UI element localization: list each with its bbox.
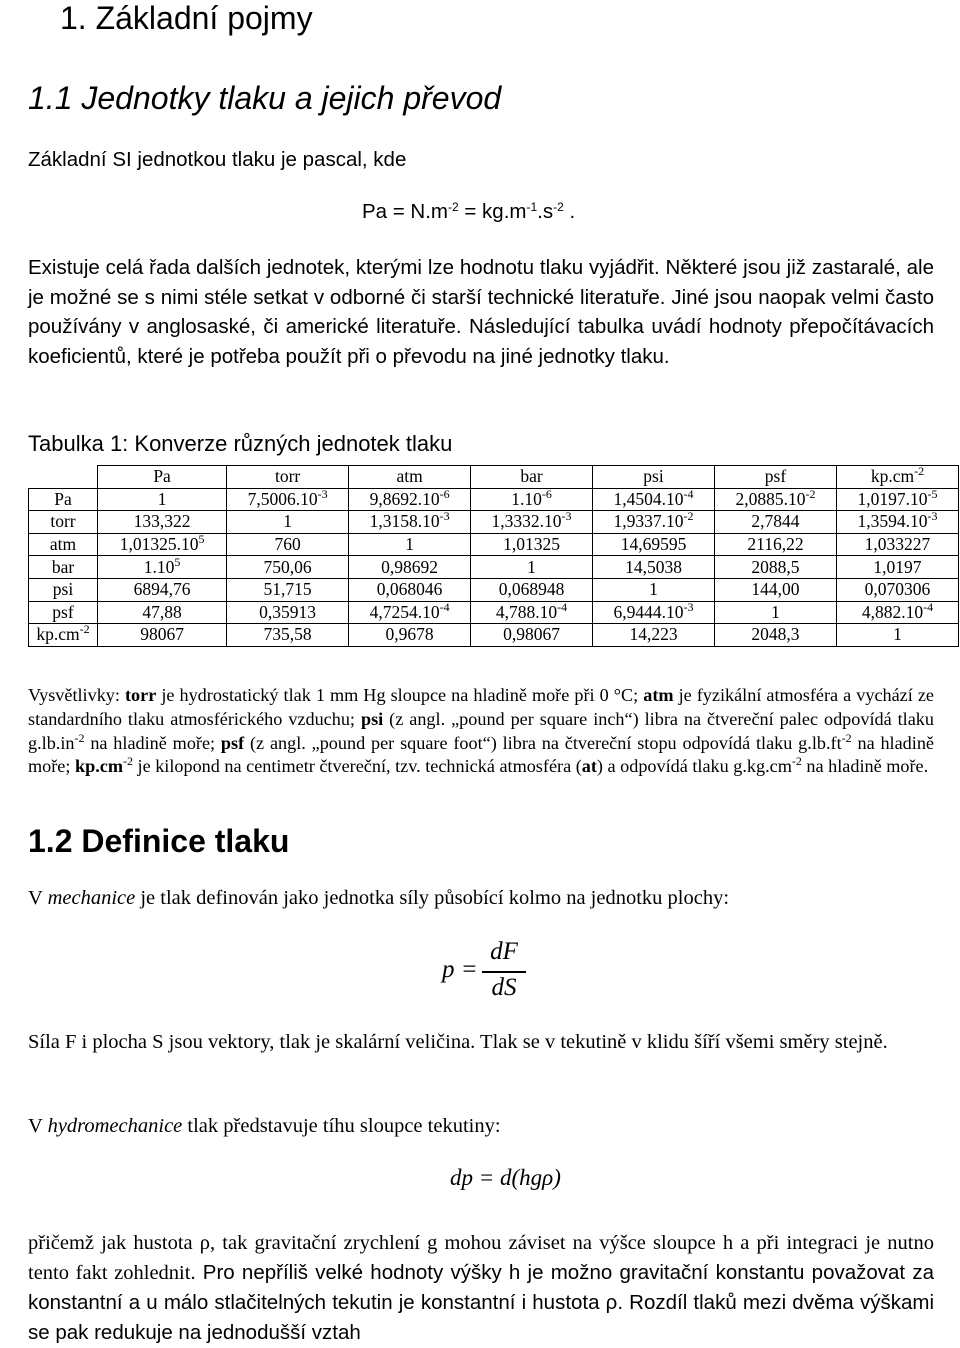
table-cell: 2048,3 <box>715 624 837 647</box>
section-heading-definition: 1.2 Definice tlaku <box>28 823 290 859</box>
table-cell: $1,9337.10^{-2}$ <box>593 511 715 534</box>
table-cell: 2088,5 <box>715 556 837 579</box>
table-row <box>29 533 959 556</box>
formula-pascal: $Pa = N.m^{-2} = kg.m^{-1}.s^{-2}$ . <box>362 200 576 223</box>
row-header: psi <box>29 578 98 601</box>
table-row <box>29 624 959 647</box>
table-cell: 1.10$^5$ <box>98 556 227 579</box>
paragraph-hydromechanics: V hydromechanice tlak představuje tíhu sloupce tekutiny: <box>28 1115 501 1137</box>
row-header: psf <box>29 601 98 624</box>
table-row <box>29 601 959 624</box>
table-cell: 1,01325 <box>471 533 593 556</box>
table-cell: $9,8692.10^{-6}$ <box>349 488 471 511</box>
table-cell: $1,4504.10^{-4}$ <box>593 488 715 511</box>
column-header: atm <box>349 466 471 489</box>
conversion-table <box>28 465 959 647</box>
table-cell: 0,35913 <box>227 601 349 624</box>
paragraph-units: Existuje celá řada dalších jednotek, kterými lze hodnotu tlaku vyjádřit. Některé jsou již zastaralé, ale je možné se s nimi stéle setkat v odborné či starší technické literatuře. Jiné jsou naopak velmi často používány v anglosaské, či americké literatuře. Následující tabulka uvádí hodnoty přepočítávacích koeficientů, které je potřeba použít při o převodu na jiné jednotky tlaku. <box>28 256 934 368</box>
column-header: bar <box>471 466 593 489</box>
table-cell: 0,068046 <box>349 578 471 601</box>
table-cell: 2,7844 <box>715 511 837 534</box>
table-cell: 1,01325.10$^5$ <box>98 533 227 556</box>
table-row <box>29 556 959 579</box>
table-cell: $1.10^{-6}$ <box>471 488 593 511</box>
table-cell: 735,58 <box>227 624 349 647</box>
formula-denominator: dS <box>491 974 517 1001</box>
table-note: Vysvětlivky: torr je hydrostatický tlak 1 mm Hg sloupce na hladině moře při 0 °C; atm je fyzikální atmosféra a vychází ze standardního tlaku atmosférického vzduchu; psi (z angl. „pound per square inch“) libra na čtvereční palec odpovídá tlaku $g.lb.in^{-2}$ na hladině moře; psf (z angl. „pound per square foot“) libra na čtvereční stopu odpovídá tlaku $g.lb.ft^{-2}$ na hladině moře; $kp.cm^{-2}$ je kilopond na centimetr čtvereční, tzv. technická atmosféra (at) a odpovídá tlaku $g.kg.cm^{-2}$ na hladině moře. <box>28 685 934 777</box>
table-cell: 1 <box>836 624 958 647</box>
table-corner <box>29 466 98 489</box>
table-cell: 14,223 <box>593 624 715 647</box>
fraction-bar <box>482 971 526 973</box>
row-header: Pa <box>29 488 98 511</box>
table-cell: $2,0885.10^{-2}$ <box>715 488 837 511</box>
table-cell: 51,715 <box>227 578 349 601</box>
formula-hydrostatic: dp = d(hgρ) <box>450 1165 561 1190</box>
table-cell: $1,3594.10^{-3}$ <box>836 511 958 534</box>
table-cell: 144,00 <box>715 578 837 601</box>
table-cell: 1 <box>98 488 227 511</box>
table-cell: 0,070306 <box>836 578 958 601</box>
table-cell: $7,5006.10^{-3}$ <box>227 488 349 511</box>
column-header: $kp.cm^{-2}$ <box>836 466 958 489</box>
table-cell: 0,98067 <box>471 624 593 647</box>
table-cell: 0,9678 <box>349 624 471 647</box>
row-header: bar <box>29 556 98 579</box>
table-cell: $1,3158.10^{-3}$ <box>349 511 471 534</box>
table-cell: 1,033227 <box>836 533 958 556</box>
paragraph-vectors: Síla F i plocha S jsou vektory, tlak je skalární veličina. Tlak se v tekutině v klidu šíří všemi směry stejně. <box>28 1031 888 1053</box>
intro-text: Základní SI jednotkou tlaku je pascal, kde <box>28 148 407 171</box>
paragraph-integration: přičemž jak hustota ρ, tak gravitační zrychlení g mohou záviset na výšce sloupce h a při integraci je nutno tento fakt zohlednit. Pro nepříliš velké hodnoty výšky h je možno gravitační konstantu považovat za konstantní a u málo stlačitelných tekutin je konstantní i hustota ρ. Rozdíl tlaků mezi dvěma výškami se pak redukuje na jednodušší vztah <box>28 1232 934 1344</box>
table-cell: 14,69595 <box>593 533 715 556</box>
table-cell: 1 <box>227 511 349 534</box>
table-header-row <box>29 466 959 489</box>
table-cell: 0,98692 <box>349 556 471 579</box>
table-cell: 6894,76 <box>98 578 227 601</box>
table-cell: 1,0197 <box>836 556 958 579</box>
column-header: psf <box>715 466 837 489</box>
table-cell: 1 <box>471 556 593 579</box>
column-header: psi <box>593 466 715 489</box>
table-cell: 133,322 <box>98 511 227 534</box>
formula-lhs: p = <box>442 956 478 983</box>
paragraph-mechanics: V mechanice je tlak definován jako jednotka síly působící kolmo na jednotku plochy: <box>28 887 730 909</box>
table-cell: $1,0197.10^{-5}$ <box>836 488 958 511</box>
table-cell: $1,3332.10^{-3}$ <box>471 511 593 534</box>
row-header: atm <box>29 533 98 556</box>
column-header: torr <box>227 466 349 489</box>
table-cell: 47,88 <box>98 601 227 624</box>
table-cell: 760 <box>227 533 349 556</box>
page-title: 1. Základní pojmy <box>60 0 313 36</box>
row-header: $kp.cm^{-2}$ <box>29 624 98 647</box>
table-cell: $4,788.10^{-4}$ <box>471 601 593 624</box>
formula-numerator: dF <box>490 938 518 965</box>
table-cell: 1 <box>349 533 471 556</box>
table-cell: 1 <box>715 601 837 624</box>
table-row <box>29 488 959 511</box>
table-caption: Tabulka 1: Konverze různých jednotek tlaku <box>28 431 453 456</box>
table-row <box>29 511 959 534</box>
table-cell: 14,5038 <box>593 556 715 579</box>
table-cell: 0,068948 <box>471 578 593 601</box>
table-cell: 2116,22 <box>715 533 837 556</box>
section-heading-units: 1.1 Jednotky tlaku a jejich převod <box>28 80 502 116</box>
table-cell: $6,9444.10^{-3}$ <box>593 601 715 624</box>
table-cell: 1 <box>593 578 715 601</box>
table-row <box>29 578 959 601</box>
table-cell: 750,06 <box>227 556 349 579</box>
table-cell: $4,882.10^{-4}$ <box>836 601 958 624</box>
table-cell: $4,7254.10^{-4}$ <box>349 601 471 624</box>
row-header: torr <box>29 511 98 534</box>
table-cell: 98067 <box>98 624 227 647</box>
column-header: Pa <box>98 466 227 489</box>
